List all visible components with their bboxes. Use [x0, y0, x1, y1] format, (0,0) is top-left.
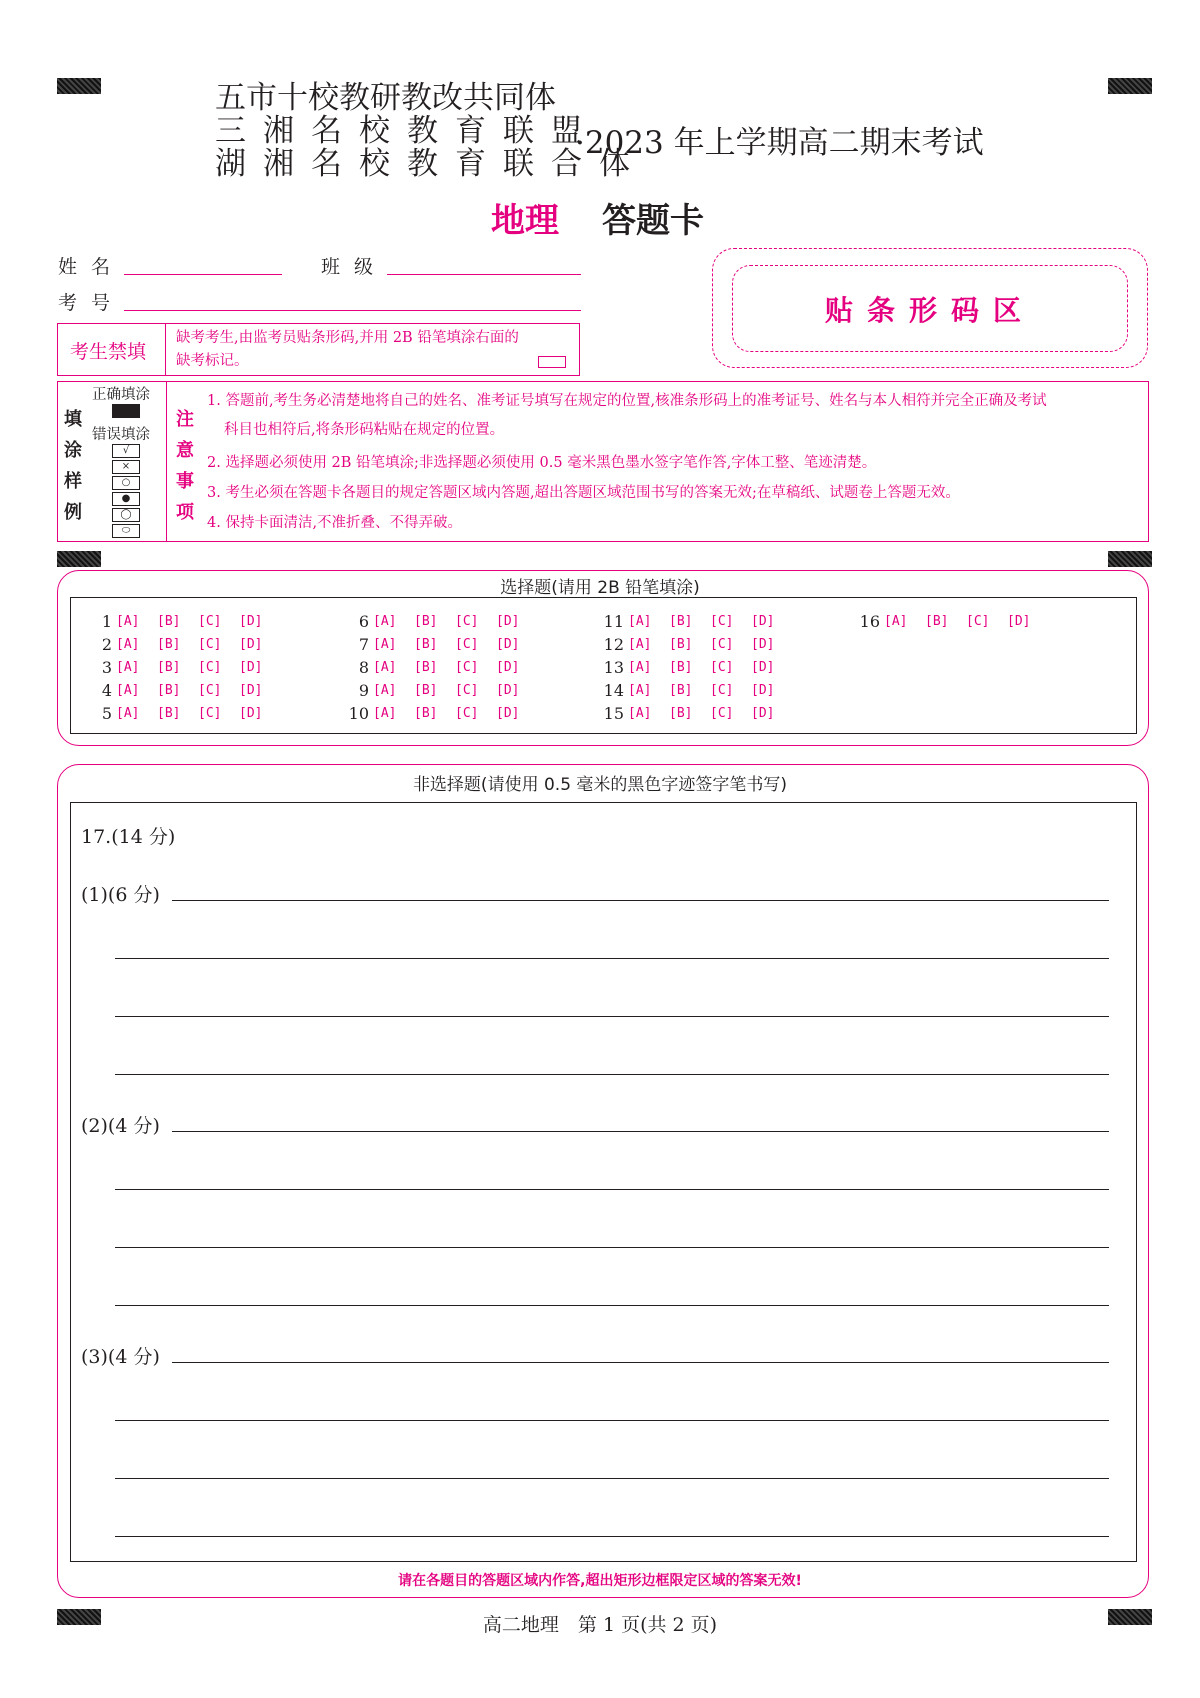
choice-option-d[interactable]: [D] — [751, 683, 775, 698]
question-number: 8 — [358, 658, 369, 677]
choice-option-c[interactable]: [C] — [455, 637, 479, 652]
question-number: 4 — [101, 681, 112, 700]
page-footer: 高二地理 第 1 页(共 2 页) — [482, 1614, 718, 1636]
question-number: 7 — [358, 635, 369, 654]
choice-question-row — [88, 657, 280, 679]
question-number: 5 — [101, 704, 112, 723]
correct-fill-label: 正确填涂 — [92, 387, 150, 403]
choice-option-b[interactable]: [B] — [669, 614, 693, 629]
question-number: 10 — [348, 704, 369, 723]
notice-item-3: 3. 考生必须在答题卡各题目的规定答题区域内答题,超出答题区域范围书写的答案无效;在草稿纸、试题卷上答题无效。 — [207, 485, 960, 501]
wrong-fill-check: √ — [112, 444, 140, 458]
question-number: 11 — [603, 612, 624, 631]
choice-question-row — [345, 611, 537, 633]
question-number: 2 — [101, 635, 112, 654]
q17-part1-label: (1)(6 分) — [81, 884, 160, 906]
choice-option-d[interactable]: [D] — [496, 706, 520, 721]
choice-option-a[interactable]: [A] — [373, 637, 397, 652]
notice-item-1: 1. 答题前,考生务必清楚地将自己的姓名、准考证号填写在规定的位置,核准条形码上的准考证号、姓名与本人相符并完全正确及考试 — [207, 393, 1047, 409]
question-number: 16 — [859, 612, 880, 631]
answer-area-warning: 请在各题目的答题区域内作答,超出矩形边框限定区域的答案无效! — [398, 1573, 802, 1589]
choice-option-c[interactable]: [C] — [455, 660, 479, 675]
answer-line[interactable] — [115, 1189, 1109, 1190]
choice-question-row — [600, 657, 792, 679]
choice-option-d[interactable]: [D] — [751, 614, 775, 629]
registration-mark — [1108, 551, 1152, 567]
answer-line[interactable] — [172, 1131, 1109, 1132]
choice-option-b[interactable]: [B] — [157, 637, 181, 652]
answer-line[interactable] — [115, 1536, 1109, 1537]
choice-question-row — [600, 703, 792, 725]
choice-question-row — [856, 611, 1048, 633]
correct-fill-sample — [112, 404, 140, 418]
answer-line[interactable] — [172, 1362, 1109, 1363]
choice-option-c[interactable]: [C] — [710, 660, 734, 675]
choice-option-a[interactable]: [A] — [116, 614, 140, 629]
choice-question-row — [345, 680, 537, 702]
nonchoice-answer-area — [70, 802, 1137, 1562]
nonchoice-section-title: 非选择题(请使用 0.5 毫米的黑色字迹签字笔书写) — [412, 775, 788, 795]
choice-section-title: 选择题(请用 2B 铅笔填涂) — [500, 578, 700, 598]
question-number: 1 — [101, 612, 112, 631]
q17-part3-label: (3)(4 分) — [81, 1346, 160, 1368]
choice-option-d[interactable]: [D] — [239, 660, 263, 675]
choice-option-b[interactable]: [B] — [414, 683, 438, 698]
exam-no-label: 考号 — [58, 292, 125, 314]
choice-question-row — [88, 703, 280, 725]
barcode-area: 贴条形码区 — [732, 265, 1128, 352]
org-line-1: 五市十校教研教改共同体 — [215, 80, 556, 116]
registration-mark — [1108, 78, 1152, 94]
choice-option-c[interactable]: [C] — [710, 683, 734, 698]
choice-option-b[interactable]: [B] — [157, 614, 181, 629]
answer-line[interactable] — [115, 1420, 1109, 1421]
notice-item-4: 4. 保持卡面清洁,不准折叠、不得弄破。 — [207, 515, 463, 531]
name-field[interactable] — [124, 274, 282, 275]
question-number: 9 — [358, 681, 369, 700]
choice-option-a[interactable]: [A] — [116, 660, 140, 675]
class-label: 班级 — [321, 256, 388, 278]
choice-option-b[interactable]: [B] — [669, 660, 693, 675]
choice-option-d[interactable]: [D] — [751, 706, 775, 721]
choice-option-b[interactable]: [B] — [157, 683, 181, 698]
answer-line[interactable] — [115, 1074, 1109, 1075]
choice-option-d[interactable]: [D] — [751, 637, 775, 652]
choice-question-row — [345, 634, 537, 656]
choice-option-c[interactable]: [C] — [198, 683, 222, 698]
choice-option-c[interactable]: [C] — [455, 706, 479, 721]
choice-question-row — [600, 634, 792, 656]
choice-option-b[interactable]: [B] — [157, 706, 181, 721]
choice-option-a[interactable]: [A] — [373, 614, 397, 629]
question-number: 3 — [101, 658, 112, 677]
choice-option-c[interactable]: [C] — [198, 614, 222, 629]
choice-option-a[interactable]: [A] — [373, 706, 397, 721]
class-field[interactable] — [387, 274, 581, 275]
choice-question-row — [345, 703, 537, 725]
divider — [166, 381, 167, 542]
choice-option-b[interactable]: [B] — [414, 637, 438, 652]
question-number: 13 — [603, 658, 624, 677]
absent-text-2: 缺考标记。 — [176, 353, 249, 369]
choice-option-a[interactable]: [A] — [628, 660, 652, 675]
choice-option-c[interactable]: [C] — [198, 637, 222, 652]
card-title: 答题卡 — [602, 201, 704, 241]
notice-item-2: 2. 选择题必须使用 2B 铅笔填涂;非选择题必须使用 0.5 毫米黑色墨水签字笔作答,字体工整、笔迹清楚。 — [207, 455, 877, 471]
wrong-fill-cross: × — [112, 460, 140, 474]
choice-option-a[interactable]: [A] — [628, 614, 652, 629]
absent-mark-checkbox[interactable] — [538, 356, 566, 368]
choice-option-d[interactable]: [D] — [751, 660, 775, 675]
choice-option-c[interactable]: [C] — [455, 614, 479, 629]
answer-line[interactable] — [115, 1247, 1109, 1248]
choice-option-a[interactable]: [A] — [373, 660, 397, 675]
subject-title: 地理 — [491, 201, 559, 241]
choice-question-row — [88, 680, 280, 702]
choice-option-c[interactable]: [C] — [966, 614, 990, 629]
question-number: 6 — [358, 612, 369, 631]
choice-option-a[interactable]: [A] — [116, 706, 140, 721]
answer-line[interactable] — [172, 900, 1109, 901]
wrong-fill-circle: ○ — [112, 476, 140, 490]
choice-option-b[interactable]: [B] — [669, 683, 693, 698]
choice-option-a[interactable]: [A] — [373, 683, 397, 698]
choice-question-row — [600, 611, 792, 633]
name-label: 姓名 — [58, 256, 125, 278]
choice-option-d[interactable]: [D] — [239, 706, 263, 721]
choice-option-b[interactable]: [B] — [414, 706, 438, 721]
question-number: 15 — [603, 704, 624, 723]
question-17-label: 17.(14 分) — [81, 826, 176, 848]
choice-option-d[interactable]: [D] — [239, 614, 263, 629]
choice-question-row — [88, 611, 280, 633]
choice-question-row — [600, 680, 792, 702]
choice-option-a[interactable]: [A] — [628, 706, 652, 721]
choice-question-row — [345, 657, 537, 679]
question-number: 12 — [603, 635, 624, 654]
q17-part2-label: (2)(4 分) — [81, 1115, 160, 1137]
choice-option-c[interactable]: [C] — [198, 706, 222, 721]
choice-option-b[interactable]: [B] — [157, 660, 181, 675]
notice-item-1-cont: 科目也相符后,将条形码粘贴在规定的位置。 — [224, 422, 505, 438]
choice-option-b[interactable]: [B] — [669, 637, 693, 652]
fill-sample-title: 填 涂 样 例 — [64, 409, 82, 523]
org-line-2: 三湘名校教育联盟 — [215, 113, 599, 149]
choice-option-d[interactable]: [D] — [496, 683, 520, 698]
choice-option-d[interactable]: [D] — [496, 660, 520, 675]
registration-mark — [57, 78, 101, 94]
answer-line[interactable] — [115, 1478, 1109, 1479]
registration-mark — [57, 551, 101, 567]
absent-text-1: 缺考考生,由监考员贴条形码,并用 2B 铅笔填涂右面的 — [176, 330, 519, 346]
notice-title: 注 意 事 项 — [176, 409, 194, 523]
choice-option-c[interactable]: [C] — [198, 660, 222, 675]
choice-option-a[interactable]: [A] — [628, 637, 652, 652]
exam-title: ·2023 年上学期高二期末考试 — [575, 125, 984, 161]
absent-label: 考生禁填 — [70, 341, 147, 363]
choice-option-d[interactable]: [D] — [496, 614, 520, 629]
wrong-fill-ellipse: ⬭ — [112, 524, 140, 538]
choice-option-d[interactable]: [D] — [496, 637, 520, 652]
choice-option-a[interactable]: [A] — [116, 683, 140, 698]
org-line-3: 湖湘名校教育联合体 — [215, 146, 647, 182]
wrong-fill-label: 错误填涂 — [92, 427, 150, 443]
answer-line[interactable] — [115, 1305, 1109, 1306]
answer-line[interactable] — [115, 958, 1109, 959]
answer-line[interactable] — [115, 1016, 1109, 1017]
divider — [165, 323, 166, 376]
choice-option-d[interactable]: [D] — [1007, 614, 1031, 629]
exam-no-field[interactable] — [124, 310, 581, 311]
choice-option-d[interactable]: [D] — [239, 683, 263, 698]
choice-option-b[interactable]: [B] — [414, 660, 438, 675]
choice-option-a[interactable]: [A] — [116, 637, 140, 652]
choice-option-c[interactable]: [C] — [710, 614, 734, 629]
choice-option-a[interactable]: [A] — [884, 614, 908, 629]
choice-option-a[interactable]: [A] — [628, 683, 652, 698]
wrong-fill-oval: ◯ — [112, 508, 140, 522]
wrong-fill-dot: ● — [112, 492, 140, 506]
question-number: 14 — [603, 681, 624, 700]
choice-question-row — [88, 634, 280, 656]
choice-option-d[interactable]: [D] — [239, 637, 263, 652]
choice-option-c[interactable]: [C] — [455, 683, 479, 698]
choice-option-b[interactable]: [B] — [414, 614, 438, 629]
choice-option-b[interactable]: [B] — [669, 706, 693, 721]
choice-option-c[interactable]: [C] — [710, 706, 734, 721]
choice-option-c[interactable]: [C] — [710, 637, 734, 652]
choice-option-b[interactable]: [B] — [925, 614, 949, 629]
